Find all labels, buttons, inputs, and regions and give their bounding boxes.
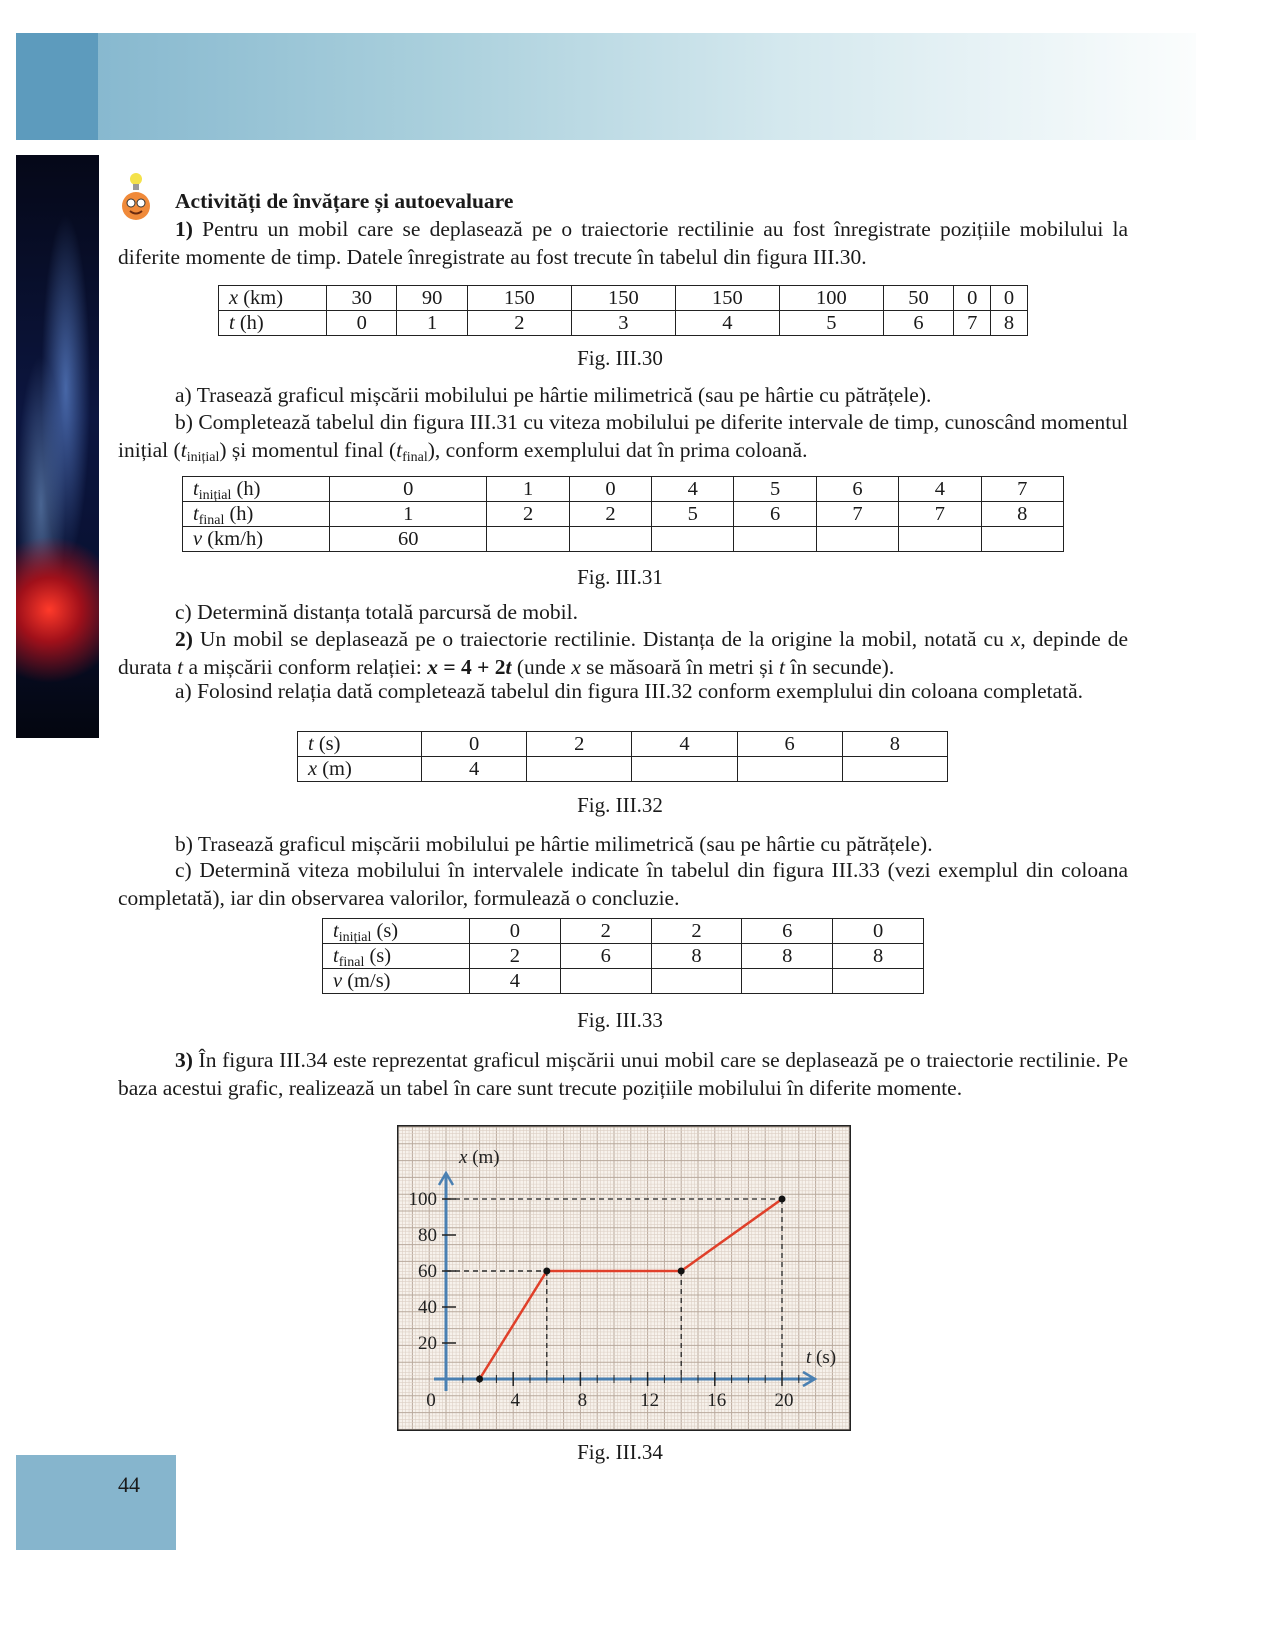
symbol: x — [571, 654, 581, 679]
formula: = 4 + 2 — [438, 654, 506, 679]
table-row — [323, 919, 924, 944]
x-axis-label: t (s) — [806, 1347, 837, 1368]
x-tick-label: 4 — [510, 1390, 520, 1411]
subscript: final — [402, 449, 428, 465]
origin-label: 0 — [426, 1390, 436, 1411]
exercise-2c-text: c) Determină viteza mobilului în intervalele indicate în tabelul din figura III.33 (vezi exemplul din coloana completată), iar din observarea valorilor, formulează o concluzie. — [118, 858, 1128, 910]
text: ) și momentul final ( — [219, 437, 397, 462]
text: se măsoară în metri și — [580, 654, 779, 679]
table-row — [323, 969, 924, 994]
formula: x — [427, 654, 438, 679]
table-cell — [569, 527, 651, 552]
table-cell: 4 — [470, 969, 561, 994]
table-cell: 50 — [883, 286, 953, 311]
table-cell: 3 — [571, 311, 675, 336]
table-cell: 4 — [422, 757, 527, 782]
table-cell: 1 — [330, 502, 487, 527]
header-banner — [16, 33, 1196, 140]
table-cell: 2 — [527, 732, 632, 757]
table-cell: 0 — [327, 311, 397, 336]
table-cell — [899, 527, 981, 552]
table-cell: 0 — [991, 286, 1028, 311]
table-cell: 6 — [816, 477, 898, 502]
text: a mișcării conform relației: — [183, 654, 428, 679]
table-row — [298, 732, 948, 757]
table-cell: 8 — [991, 311, 1028, 336]
table-cell: 5 — [652, 502, 734, 527]
row-label: $t_{inițial}$ (s) — [323, 919, 470, 944]
table-cell: 7 — [816, 502, 898, 527]
text: Un mobil se deplasează pe o traiectorie rectilinie. Distanța de la origine la mobil, notată cu — [192, 627, 1011, 651]
table-fig-III-30 — [218, 285, 1028, 336]
table-cell: 4 — [632, 732, 737, 757]
table-cell — [981, 527, 1063, 552]
table-cell: 4 — [675, 311, 779, 336]
table-row — [323, 944, 924, 969]
exercise-2b-text: b) Trasează graficul mișcării mobilului pe hârtie milimetrică (sau pe hârtie cu pătrățele). — [175, 832, 933, 856]
exercise-1b-text — [118, 409, 1128, 464]
row-label: $t_{inițial}$ (h) — [183, 477, 330, 502]
exercise-2-text — [118, 626, 1128, 681]
table-cell: 2 — [467, 311, 571, 336]
data-point — [476, 1376, 483, 1383]
table-cell — [651, 969, 742, 994]
section-heading: Activități de învățare și autoevaluare — [175, 189, 514, 213]
y-tick-label: 80 — [418, 1225, 437, 1246]
data-point — [678, 1268, 685, 1275]
table-fig-III-31 — [182, 476, 1064, 552]
row-label: x (m) — [298, 757, 422, 782]
symbol: t — [180, 437, 187, 462]
table-cell: 150 — [571, 286, 675, 311]
text: în secunde). — [784, 654, 895, 679]
table-cell: 150 — [467, 286, 571, 311]
row-label: v (km/h) — [183, 527, 330, 552]
table-row — [183, 502, 1064, 527]
table-cell: 1 — [397, 311, 467, 336]
figure-caption: Fig. III.30 — [577, 346, 663, 370]
x-axis-unit: (s) — [811, 1347, 837, 1368]
table-cell: 7 — [954, 311, 991, 336]
table-cell: 90 — [397, 286, 467, 311]
table-cell: 2 — [651, 919, 742, 944]
symbol: x — [1010, 627, 1021, 651]
table-cell — [816, 527, 898, 552]
row-label: $t_{final}$ (s) — [323, 944, 470, 969]
exercise-number: 2) — [175, 627, 193, 651]
y-tick-label: 100 — [408, 1189, 437, 1210]
header-banner-block — [16, 33, 98, 140]
table-cell: 6 — [560, 944, 651, 969]
table-cell — [560, 969, 651, 994]
text: (unde — [511, 654, 572, 679]
table-cell: 0 — [470, 919, 561, 944]
table-cell: 7 — [981, 477, 1063, 502]
table-cell: 30 — [327, 286, 397, 311]
table-cell — [737, 757, 842, 782]
table-row — [298, 757, 948, 782]
row-label: x (km) — [219, 286, 327, 311]
subscript: inițial — [186, 449, 220, 465]
row-label: t (h) — [219, 311, 327, 336]
figure-caption: Fig. III.32 — [577, 793, 663, 817]
y-axis-label: x (m) — [459, 1147, 500, 1168]
data-point — [779, 1196, 786, 1203]
table-cell: 0 — [330, 477, 487, 502]
decorative-atom-image — [16, 155, 99, 738]
row-label: $t_{final}$ (h) — [183, 502, 330, 527]
x-tick-label: 8 — [577, 1390, 588, 1411]
table-cell: 60 — [330, 527, 487, 552]
table-cell: 8 — [981, 502, 1063, 527]
y-tick-label: 40 — [418, 1297, 437, 1318]
x-tick-label: 20 — [774, 1390, 794, 1411]
x-tick-label: 12 — [640, 1390, 660, 1411]
data-point — [543, 1268, 550, 1275]
table-cell: 8 — [833, 944, 924, 969]
table-row — [219, 311, 1028, 336]
table-cell: 6 — [742, 919, 833, 944]
page-number: 44 — [118, 1472, 140, 1497]
table-cell: 2 — [487, 502, 569, 527]
table-cell: 0 — [569, 477, 651, 502]
table-cell — [487, 527, 569, 552]
figure-caption: Fig. III.34 — [577, 1440, 663, 1464]
table-cell — [833, 969, 924, 994]
x-tick-label: 16 — [707, 1390, 727, 1411]
y-axis-unit: (m) — [467, 1147, 500, 1168]
row-label: v (m/s) — [323, 969, 470, 994]
exercise-1-text — [118, 216, 1128, 271]
table-cell — [742, 969, 833, 994]
table-cell: 100 — [779, 286, 883, 311]
table-cell: 7 — [899, 502, 981, 527]
text: b) Completează tabelul din figura III.31 cu viteza mobilului pe diferite intervale de timp, cunoscând momentul inițial ( — [118, 410, 1128, 462]
table-cell: 8 — [651, 944, 742, 969]
table-cell: 5 — [779, 311, 883, 336]
exercise-number: 1) — [175, 217, 193, 241]
text: , depinde de durata — [118, 627, 1128, 679]
exercise-1a-text: a) Trasează graficul mișcării mobilului pe hârtie milimetrică (sau pe hârtie cu pătrățele). — [175, 383, 932, 407]
table-cell: 2 — [470, 944, 561, 969]
table-cell: 6 — [737, 732, 842, 757]
table-row — [183, 477, 1064, 502]
table-cell: 150 — [675, 286, 779, 311]
table-cell: 6 — [883, 311, 953, 336]
table-cell: 0 — [954, 286, 991, 311]
table-cell: 8 — [742, 944, 833, 969]
exercise-3-text — [118, 1047, 1128, 1102]
exercise-1c-text: c) Determină distanța totală parcursă de mobil. — [175, 600, 578, 624]
exercise-body: Pentru un mobil care se deplasează pe o traiectorie rectilinie au fost înregistrate pozițiile mobilului la diferite momente de timp. Datele înregistrate au fost trecute în tabelul din figura III.30. — [118, 217, 1128, 269]
table-cell: 4 — [652, 477, 734, 502]
table-cell — [527, 757, 632, 782]
table-row — [219, 286, 1028, 311]
exercise-body: În figura III.34 este reprezentat graficul mișcării unui mobil care se deplasează pe o traiectorie rectilinie. Pe baza acestui grafic, realizează un tabel în care sunt trecute pozițiile mobilului în diferite momente. — [118, 1048, 1128, 1100]
table-cell — [734, 527, 816, 552]
table-cell: 6 — [734, 502, 816, 527]
table-cell — [842, 757, 947, 782]
figure-caption: Fig. III.33 — [577, 1008, 663, 1032]
y-tick-label: 60 — [418, 1261, 437, 1282]
table-cell: 0 — [833, 919, 924, 944]
symbol: t — [396, 437, 403, 462]
table-cell — [652, 527, 734, 552]
table-cell: 4 — [899, 477, 981, 502]
exercise-2a-text: a) Folosind relația dată completează tabelul din figura III.32 conform exemplului din coloana completată. — [175, 679, 1084, 703]
table-cell: 2 — [560, 919, 651, 944]
lightbulb-mascot-icon — [120, 170, 152, 222]
table-cell: 8 — [842, 732, 947, 757]
page-number-box — [16, 1455, 176, 1550]
table-row — [183, 527, 1064, 552]
table-cell: 2 — [569, 502, 651, 527]
symbol: t — [778, 654, 785, 679]
table-fig-III-32 — [297, 731, 948, 782]
table-cell: 0 — [422, 732, 527, 757]
text: ), conform exemplului dat în prima coloană. — [427, 437, 808, 462]
symbol: t — [177, 654, 184, 679]
table-cell: 5 — [734, 477, 816, 502]
y-tick-label: 20 — [418, 1333, 437, 1354]
table-cell: 1 — [487, 477, 569, 502]
row-label: t (s) — [298, 732, 422, 757]
table-fig-III-33 — [322, 918, 924, 994]
formula: t — [505, 654, 512, 679]
exercise-number: 3) — [175, 1048, 193, 1072]
figure-caption: Fig. III.31 — [577, 565, 663, 589]
table-cell — [632, 757, 737, 782]
position-time-graph — [397, 1125, 851, 1431]
